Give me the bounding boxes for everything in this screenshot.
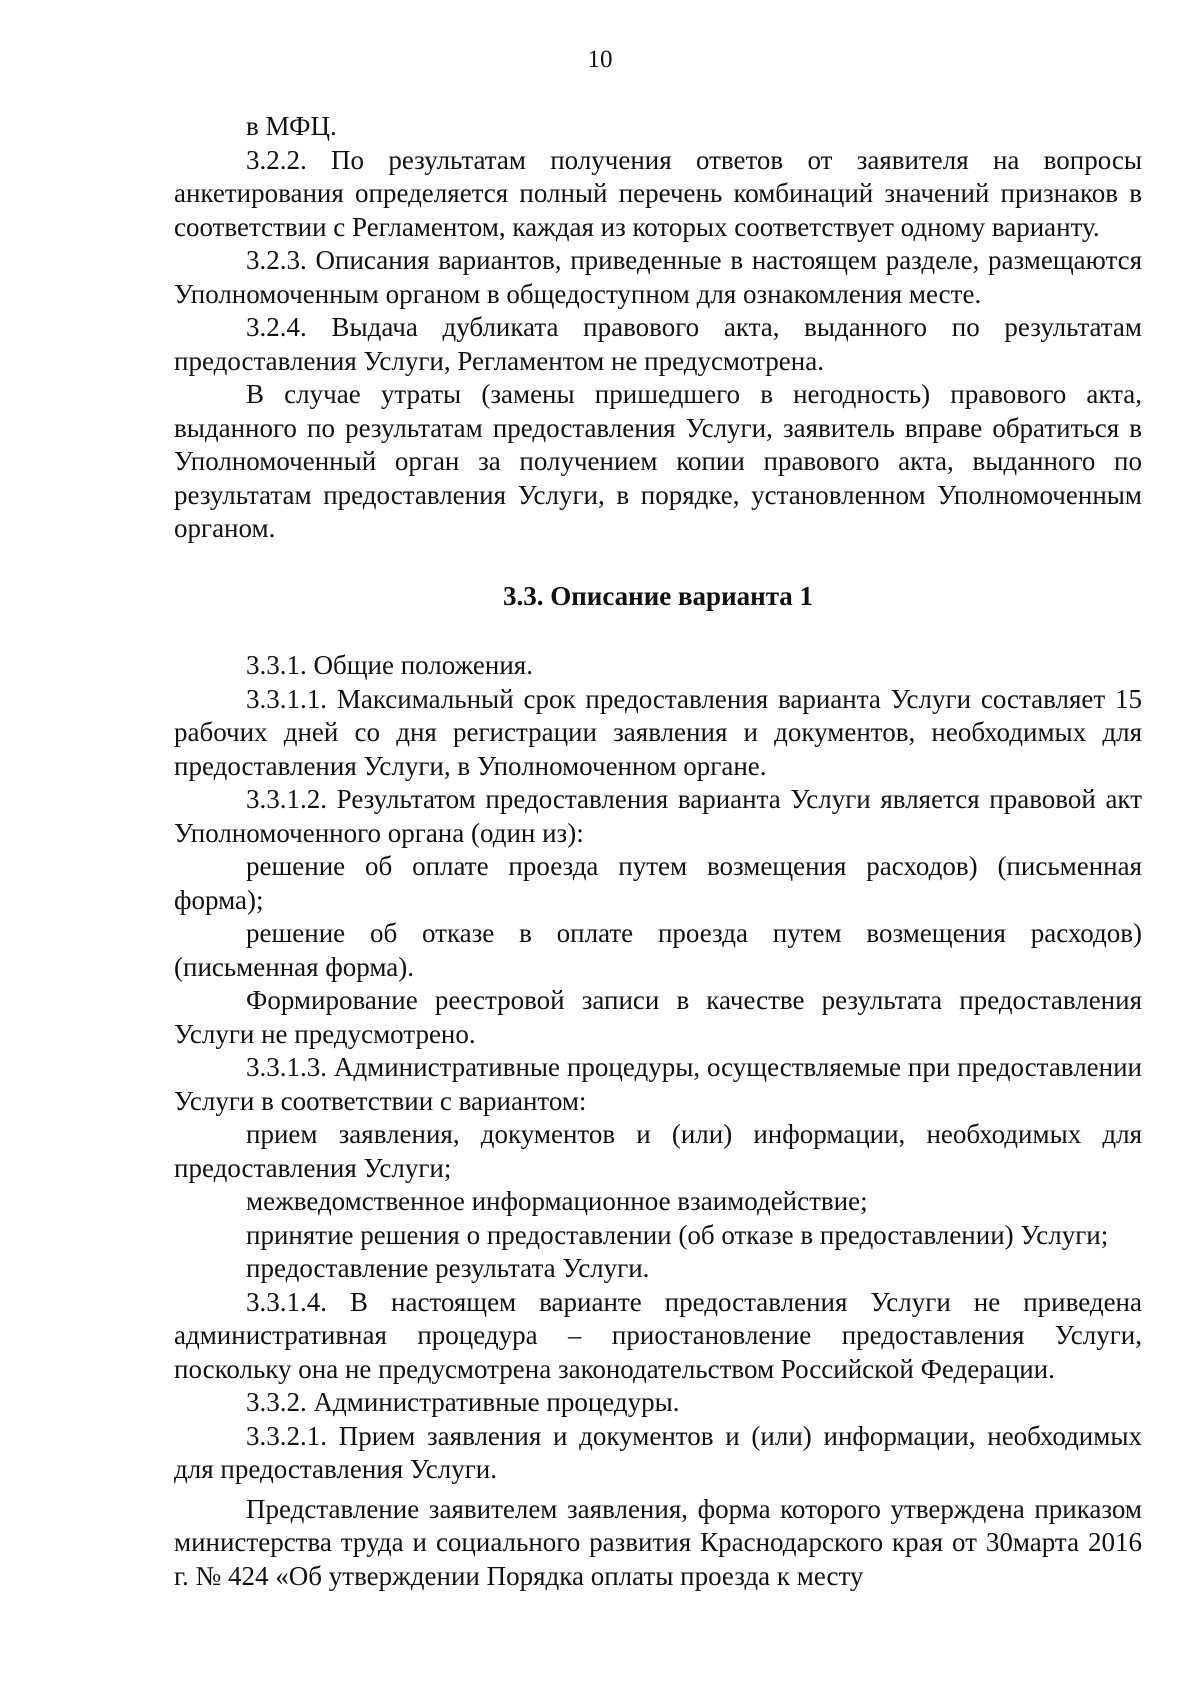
paragraph: 3.2.3. Описания вариантов, приведенные в настоящем разделе, размещаются Уполномоченным органом в общедоступном для ознакомления месте. <box>174 245 1142 309</box>
paragraph: Формирование реестровой записи в качестве результата предоставления Услуги не предусмотрено. <box>174 985 1142 1049</box>
paragraph: 3.2.4. Выдача дубликата правового акта, выданного по результатам предоставления Услуги, Регламентом не предусмотрена. <box>174 312 1142 376</box>
paragraph: в МФЦ. <box>246 111 337 141</box>
paragraph: 3.3.1. Общие положения. <box>246 650 533 680</box>
document-body <box>174 110 1142 1593</box>
paragraph: 3.3.2. Административные процедуры. <box>246 1387 680 1417</box>
paragraph: Представление заявителем заявления, форма которого утверждена приказом министерства труда и социального развития Краснодарского края от 30марта 2016 г. № 424 «Об утверждении Порядка оплаты проезда к месту <box>174 1493 1142 1591</box>
list-item: решение об отказе в оплате проезда путем возмещения расходов) (письменная форма). <box>174 918 1142 982</box>
list-item: прием заявления, документов и (или) информации, необходимых для предоставления Услуги; <box>174 1119 1142 1183</box>
paragraph: 3.3.1.2. Результатом предоставления варианта Услуги является правовой акт Уполномоченного органа (один из): <box>174 784 1142 848</box>
paragraph: 3.2.2. По результатам получения ответов от заявителя на вопросы анкетирования определяется полный перечень комбинаций значений признаков в соответствии с Регламентом, каждая из которых соответствует одному варианту. <box>174 144 1142 242</box>
paragraph: В случае утраты (замены пришедшего в негодность) правового акта, выданного по результатам предоставления Услуги, заявитель вправе обратиться в Уполномоченный орган за получением копии правового акта, выданного по результатам предоставления Услуги, в порядке, установленном Уполномоченным органом. <box>174 379 1142 543</box>
list-item: предоставление результата Услуги. <box>246 1253 650 1283</box>
paragraph: 3.3.1.4. В настоящем варианте предоставления Услуги не приведена административная процедура – приостановление предоставления Услуги, поскольку она не предусмотрена законодательством Российской Федерации. <box>174 1286 1142 1384</box>
paragraph: 3.3.2.1. Прием заявления и документов и (или) информации, необходимых для предоставления Услуги. <box>174 1420 1142 1484</box>
paragraph: 3.3.1.3. Административные процедуры, осуществляемые при предоставлении Услуги в соответствии с вариантом: <box>174 1052 1142 1116</box>
section-heading: 3.3. Описание варианта 1 <box>502 580 814 611</box>
list-item: решение об оплате проезда путем возмещения расходов) (письменная форма); <box>174 851 1142 915</box>
page-number: 10 <box>587 46 613 73</box>
list-item: межведомственное информационное взаимодействие; <box>246 1186 868 1216</box>
list-item: принятие решения о предоставлении (об отказе в предоставлении) Услуги; <box>246 1219 1109 1250</box>
paragraph: 3.3.1.1. Максимальный срок предоставления варианта Услуги составляет 15 рабочих дней со дня регистрации заявления и документов, необходимых для предоставления Услуги, в Уполномоченном органе. <box>174 683 1142 781</box>
